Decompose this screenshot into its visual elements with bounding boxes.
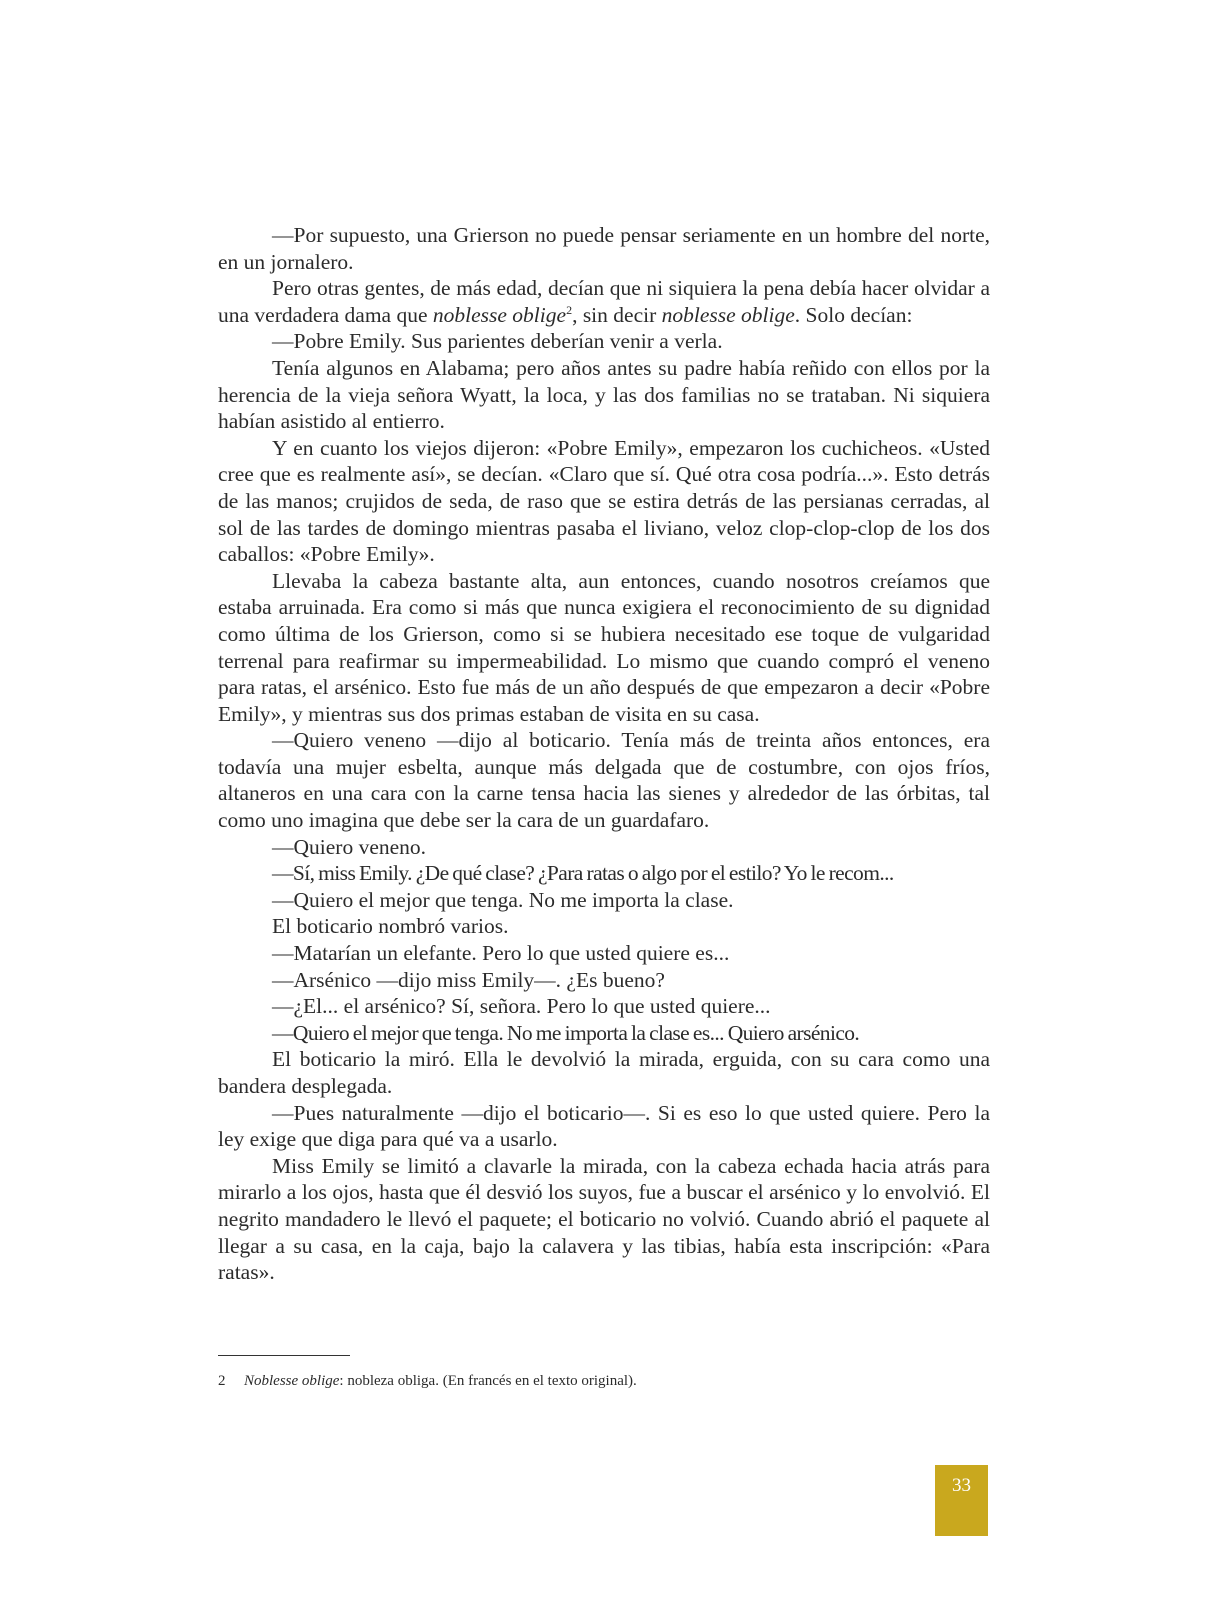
paragraph: [218, 727, 990, 833]
paragraph: [218, 913, 990, 940]
paragraph-text: Tenía algunos en Alabama; pero años antes su padre había reñido con ellos por la herencia de la vieja señora Wyatt, la loca, y las dos familias no se trataban. Ni siquiera habían asistido al entierro.: [218, 355, 990, 434]
paragraph-text: . Solo decían:: [794, 302, 913, 327]
paragraph: [218, 568, 990, 728]
paragraph: [218, 834, 990, 861]
paragraph: [218, 860, 990, 887]
paragraph: [218, 355, 990, 435]
paragraph-text: El boticario nombró varios.: [272, 914, 509, 939]
paragraph-text: Miss Emily se limitó a clavarle la mirada, con la cabeza echada hacia atrás para mirarlo a los ojos, hasta que él desvió los suyos, fue a buscar el arsénico y lo envolvió. El negrito mandadero le llevó el paquete; el boticario no volvió. Cuando abrió el paquete al llegar a su casa, en la caja, bajo la calavera y las tibias, había esta inscripción: «Para ratas».: [218, 1153, 990, 1285]
paragraph: [218, 435, 990, 568]
paragraph: [218, 1046, 990, 1099]
paragraph-text: —Pobre Emily. Sus parientes deberían venir a verla.: [272, 329, 723, 354]
paragraph-text: —Matarían un elefante. Pero lo que usted quiere es...: [272, 941, 730, 966]
paragraph-text: —¿El... el arsénico? Sí, señora. Pero lo que usted quiere...: [272, 994, 771, 1019]
page-number-badge: [935, 1465, 988, 1536]
footnote-reference: 2: [566, 302, 573, 317]
paragraph: [218, 222, 990, 275]
paragraph: [218, 275, 990, 328]
italic-text: noblesse oblige: [661, 302, 795, 327]
paragraph: [218, 993, 990, 1020]
paragraph: [218, 1100, 990, 1153]
paragraph-text: —Quiero veneno.: [272, 834, 427, 859]
body-text: [218, 222, 990, 1286]
paragraph-text: —Por supuesto, una Grierson no puede pensar seriamente en un hombre del norte, en un jornalero.: [218, 223, 990, 274]
paragraph-text: Llevaba la cabeza bastante alta, aun entonces, cuando nosotros creíamos que estaba arruinada. Era como si más que nunca exigiera el reconocimiento de su dignidad como última de los Grierson, como si se hubiera necesitado ese toque de vulgaridad terrenal para reafirmar su impermeabilidad. Lo mismo que cuando compró el veneno para ratas, el arsénico. Esto fue más de un año después de que empezaron a decir «Pobre Emily», y mientras sus dos primas estaban de visita en su casa.: [218, 568, 990, 726]
paragraph: [218, 887, 990, 914]
paragraph-text: —Sí, miss Emily. ¿De qué clase? ¿Para ratas o algo por el estilo? Yo le recom...: [272, 861, 894, 886]
paragraph-text: Y en cuanto los viejos dijeron: «Pobre Emily», empezaron los cuchicheos. «Usted cree que es realmente así», se decían. «Claro que sí. Qué otra cosa podría...». Esto detrás de las manos; crujidos de seda, de raso que se estira detrás de las persianas cerradas, al sol de las tardes de domingo mientras pasaba el liviano, veloz clop-clop-clop de los dos caballos: «Pobre Emily».: [218, 435, 990, 567]
footnote: [218, 1372, 637, 1390]
paragraph: [218, 1020, 990, 1047]
italic-text: noblesse oblige: [432, 302, 567, 327]
paragraph: [218, 940, 990, 967]
paragraph-text: —Quiero el mejor que tenga. No me importa la clase.: [272, 887, 734, 912]
paragraph: [218, 967, 990, 994]
paragraph-text: Pero otras gentes, de más edad, decían que ni siquiera la pena debía hacer olvidar a una verdadera dama que: [218, 276, 990, 327]
paragraph-text: —Quiero veneno —dijo al boticario. Tenía más de treinta años entonces, era todavía una mujer esbelta, aunque más delgada que de costumbre, con ojos fríos, altaneros en una cara con la carne tensa hacia las sienes y alrededor de las órbitas, tal como uno imagina que debe ser la cara de un guardafaro.: [218, 728, 990, 833]
footnote-number: 2: [218, 1373, 226, 1389]
paragraph-text: —Quiero el mejor que tenga. No me importa la clase es... Quiero arsénico.: [272, 1020, 860, 1045]
paragraph-text: —Pues naturalmente —dijo el boticario—. Si es eso lo que usted quiere. Pero la ley exige que diga para qué va a usarlo.: [218, 1100, 990, 1152]
page-number: 33: [952, 1475, 971, 1496]
paragraph: [218, 1153, 990, 1286]
footnote-divider: [218, 1355, 350, 1356]
paragraph-text: , sin decir: [572, 302, 662, 327]
paragraph-text: —Arsénico —dijo miss Emily—. ¿Es bueno?: [272, 967, 665, 992]
paragraph: [218, 328, 990, 355]
footnote-term: Noblesse oblige: [244, 1373, 340, 1389]
footnote-text: : nobleza obliga. (En francés en el texto original).: [339, 1373, 637, 1389]
paragraph-text: El boticario la miró. Ella le devolvió la mirada, erguida, con su cara como una bandera desplegada.: [218, 1047, 990, 1098]
